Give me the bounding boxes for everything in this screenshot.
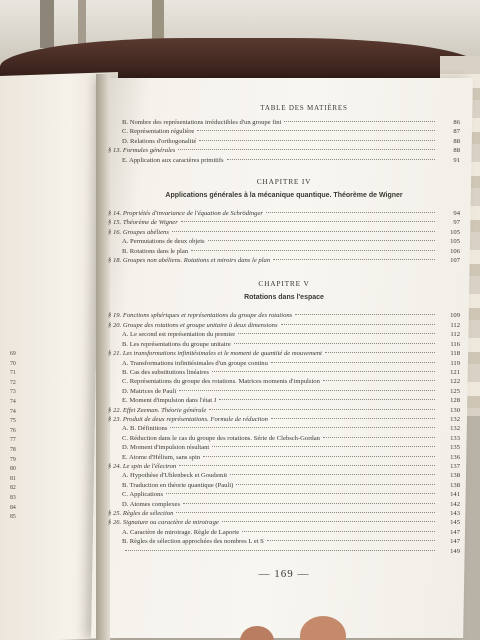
toc-entry <box>108 424 460 433</box>
toc-entry <box>108 340 460 349</box>
left-page-number: 75 <box>10 418 16 425</box>
toc-entry-page: 119 <box>450 359 460 367</box>
toc-entry-title: § 19. Fonctions sphériques et représentations du groupe des rotations <box>108 312 293 320</box>
toc-entry-page: 87 <box>453 128 460 136</box>
toc-entry-title: § 25. Règles de sélection <box>108 510 174 517</box>
toc-entry-page: 97 <box>453 219 460 227</box>
toc-entry-page: 105 <box>450 228 460 236</box>
toc-entry-title: A. B. Définitions <box>122 425 168 433</box>
leader-dots <box>230 474 435 475</box>
leader-dots <box>203 456 435 457</box>
toc-entry-page: 138 <box>450 481 460 489</box>
leader-dots <box>181 221 435 222</box>
toc-entry-page: 142 <box>450 500 460 508</box>
toc-entry <box>108 118 460 127</box>
left-page-number: 82 <box>10 485 16 492</box>
toc-entry <box>108 537 460 546</box>
chapter-5-title: Rotations dans l'espace <box>244 294 324 302</box>
toc-entry <box>108 247 460 256</box>
toc-entry-title: A. Permutations de deux objets <box>122 238 205 246</box>
toc-entry-page: 112 <box>450 331 460 339</box>
toc-entry-title: E. Atome d'Hélium, sans spin <box>122 453 201 461</box>
left-page-number: 78 <box>10 446 16 453</box>
leader-dots <box>179 465 435 466</box>
leader-dots <box>234 343 435 344</box>
toc-entry-page: 118 <box>450 350 460 358</box>
toc-entry <box>108 509 460 518</box>
toc-entry-title: B. Rotations dans le plan <box>122 247 189 255</box>
left-page-number: 74 <box>10 398 16 405</box>
toc-entry <box>108 156 460 165</box>
toc-entry <box>108 518 460 527</box>
leader-dots <box>208 240 435 241</box>
leader-dots <box>281 324 435 325</box>
toc-entry-title: § 13. Formules générales <box>108 147 176 155</box>
left-page-number: 73 <box>10 389 16 396</box>
left-page-number: 79 <box>10 456 16 463</box>
toc-entry-title: A. Caractère de miroirage. Règle de Laporte <box>122 528 240 536</box>
left-page-number: 81 <box>10 475 16 482</box>
leader-dots <box>295 314 435 315</box>
toc-entry-title: A. Transformations infinitésimales d'un groupe continu <box>122 359 268 367</box>
toc-entry-page: 121 <box>450 368 460 376</box>
leader-dots <box>271 418 435 419</box>
chapter-4-title: Applications générales à la mécanique quantique. Théorème de Wigner <box>165 192 403 200</box>
leader-dots <box>170 427 435 428</box>
toc-entry-title: § 16. Groupes abéliens <box>108 228 169 236</box>
leader-dots <box>179 390 435 391</box>
toc-entry-title: C. Applications <box>122 491 164 499</box>
toc-entry <box>108 330 460 339</box>
toc-entry-page: 133 <box>450 434 460 442</box>
toc-entry <box>108 228 460 237</box>
toc-entry-title: D. Matrices de Pauli <box>122 387 177 395</box>
leader-dots <box>212 371 435 372</box>
toc-entry-page: 125 <box>450 387 460 395</box>
toc-entry <box>108 311 460 320</box>
toc-entry-page: 91 <box>453 156 460 164</box>
toc-entry <box>108 396 460 405</box>
toc-entry-page: 88 <box>453 147 460 155</box>
toc-entry-page: 107 <box>450 257 460 265</box>
leader-dots <box>219 399 435 400</box>
toc-entry <box>108 218 460 227</box>
leader-dots <box>323 380 435 381</box>
toc-entry-page: 136 <box>450 453 460 461</box>
toc-entry <box>108 481 460 490</box>
leader-dots <box>199 140 435 141</box>
toc-entry-page: 145 <box>450 519 460 527</box>
toc-entry-page: 116 <box>450 340 460 348</box>
toc-entry-title: C. Réduction dans le cas du groupe des rotations. Série de Clebsch-Gordan <box>122 434 320 442</box>
chapter-4-label: CHAPITRE IV <box>256 177 312 187</box>
leader-dots <box>222 521 435 522</box>
toc-entry-title: § 20. Groupe des rotations et groupe unitaire à deux dimensions <box>108 321 278 329</box>
toc-entry-title: A. Le second est représentation du premier <box>122 331 236 339</box>
toc-entry-page: 105 <box>450 238 460 246</box>
toc-entry-title: C. Représentation régulière <box>122 128 195 136</box>
toc-entry-title: § 14. Propriétés d'invariance de l'équation de Schrödinger <box>108 210 263 218</box>
left-page-number: 85 <box>10 514 16 521</box>
toc-entry <box>108 256 460 265</box>
leader-dots <box>209 409 435 410</box>
toc-content <box>108 88 460 628</box>
toc-entry-page: 112 <box>450 321 460 329</box>
toc-entry-page: 128 <box>450 397 460 405</box>
toc-entry <box>108 500 460 509</box>
toc-entry <box>108 443 460 452</box>
toc-entry-title: § 23. Produit de deux représentations. Formule de réduction <box>108 415 268 423</box>
toc-entry-title: § 24. Le spin de l'électron <box>108 462 177 470</box>
toc-entry <box>108 462 460 471</box>
toc-entry <box>108 471 460 480</box>
leader-dots <box>238 333 435 334</box>
toc-entry-title: B. Les représentations du groupe unitaire <box>122 340 231 348</box>
leader-dots <box>236 484 435 485</box>
toc-entry <box>108 209 460 218</box>
toc-entry <box>108 137 460 146</box>
leader-dots <box>197 130 435 131</box>
leader-dots <box>323 437 435 438</box>
leader-dots <box>227 159 435 160</box>
leader-dots <box>212 446 435 447</box>
toc-entry-title: D. Atomes complexes <box>122 500 181 508</box>
toc-entry <box>108 453 460 462</box>
toc-entry <box>108 146 460 155</box>
chapter-5-label: CHAPITRE V <box>258 279 310 289</box>
toc-entry-title: A. Hypothèse d'Uhlenbeck et Goudsmit <box>122 472 228 480</box>
toc-entry-page: 147 <box>450 538 460 546</box>
leader-dots <box>166 493 435 494</box>
toc-entry-title: § 15. Théorème de Wigner <box>108 219 178 227</box>
toc-entry-page: 94 <box>453 210 460 218</box>
toc-entry <box>108 547 460 556</box>
leader-dots <box>183 503 435 504</box>
left-page-number: 74 <box>10 408 16 415</box>
toc-entry-page: 147 <box>450 528 460 536</box>
leader-dots <box>172 231 435 232</box>
toc-entry-title: § 22. Effet Zeeman. Théorie générale <box>108 406 207 414</box>
toc-entry <box>108 377 460 386</box>
left-page-numbers <box>10 350 40 523</box>
toc-entry-page: 141 <box>450 491 460 499</box>
toc-entry-title: B. Traduction en théorie quantique (Pauli) <box>122 481 234 489</box>
leader-dots <box>191 250 435 251</box>
leader-dots <box>178 149 435 150</box>
left-page-number: 77 <box>10 437 16 444</box>
leader-dots <box>271 362 435 363</box>
left-page-number: 69 <box>10 351 16 357</box>
toc-entry-page: 132 <box>450 425 460 433</box>
toc-entry-page: 149 <box>450 547 460 555</box>
toc-entry <box>108 406 460 415</box>
toc-entry-title: B. Nombre des représentations irréductibles d'un groupe fini <box>122 119 282 126</box>
toc-entry-title: E. Application aux caractères primitifs <box>122 156 224 164</box>
window-frame <box>78 0 86 48</box>
left-page-number: 71 <box>10 370 16 377</box>
window-frame <box>40 0 54 48</box>
page-header: TABLE DES MATIÈRES <box>260 104 348 112</box>
leader-dots <box>266 212 435 213</box>
toc-entry <box>108 415 460 424</box>
toc-entry <box>108 490 460 499</box>
left-page-number: 80 <box>10 466 16 473</box>
chapter-5-entries <box>108 311 460 556</box>
leader-dots <box>267 540 435 541</box>
toc-entry-title: C. Représentations du groupe des rotations. Matrices moments d'impulsion <box>122 378 320 386</box>
toc-entry-title: D. Relations d'orthogonalité <box>122 137 197 145</box>
toc-entry-title: B. Cas des substitutions linéaires <box>122 368 209 376</box>
toc-entry-page: 132 <box>450 415 460 423</box>
leader-dots <box>242 531 435 532</box>
toc-entry-title: D. Moment d'impulsion résultant <box>122 444 210 452</box>
toc-entry <box>108 368 460 377</box>
left-page-number: 84 <box>10 504 16 511</box>
toc-entry-title: § 26. Signature ou caractère de miroirage <box>108 519 219 527</box>
left-page-number: 76 <box>10 427 16 434</box>
toc-entry-page: 106 <box>450 247 460 255</box>
toc-entry-page: 86 <box>453 119 460 126</box>
toc-entry-page: 130 <box>450 406 460 414</box>
toc-entry-page: 109 <box>450 312 460 320</box>
toc-entry-title: § 21. Les transformations infinitésimales et le moment de quantité de mouvement <box>108 350 322 358</box>
toc-entry <box>108 321 460 330</box>
toc-entry <box>108 359 460 368</box>
left-page-number: 83 <box>10 494 16 501</box>
left-page-number: 70 <box>10 360 16 367</box>
left-page-number: 72 <box>10 379 16 386</box>
toc-entry <box>108 528 460 537</box>
toc-section-a <box>108 118 460 165</box>
toc-entry-title: B. Règles de sélection approchées des nombres L et S <box>122 538 264 546</box>
toc-entry-page: 88 <box>453 137 460 145</box>
leader-dots <box>125 550 435 551</box>
toc-entry <box>108 237 460 246</box>
page-folio: — 169 — <box>258 568 310 581</box>
leader-dots <box>284 121 435 122</box>
toc-entry <box>108 387 460 396</box>
leader-dots <box>176 512 435 513</box>
toc-entry-title: E. Moment d'impulsion dans l'état J <box>122 397 217 405</box>
toc-entry <box>108 434 460 443</box>
toc-entry-page: 143 <box>450 510 460 517</box>
toc-entry-page: 135 <box>450 444 460 452</box>
toc-entry-page: 137 <box>450 462 460 470</box>
chapter-4-entries <box>108 209 460 265</box>
leader-dots <box>325 352 435 353</box>
toc-entry <box>108 349 460 358</box>
leader-dots <box>273 259 435 260</box>
toc-entry-title: § 18. Groupes non abéliens. Rotations et miroirs dans le plan <box>108 257 271 265</box>
toc-entry-page: 122 <box>450 378 460 386</box>
toc-entry <box>108 127 460 136</box>
toc-entry-page: 138 <box>450 472 460 480</box>
